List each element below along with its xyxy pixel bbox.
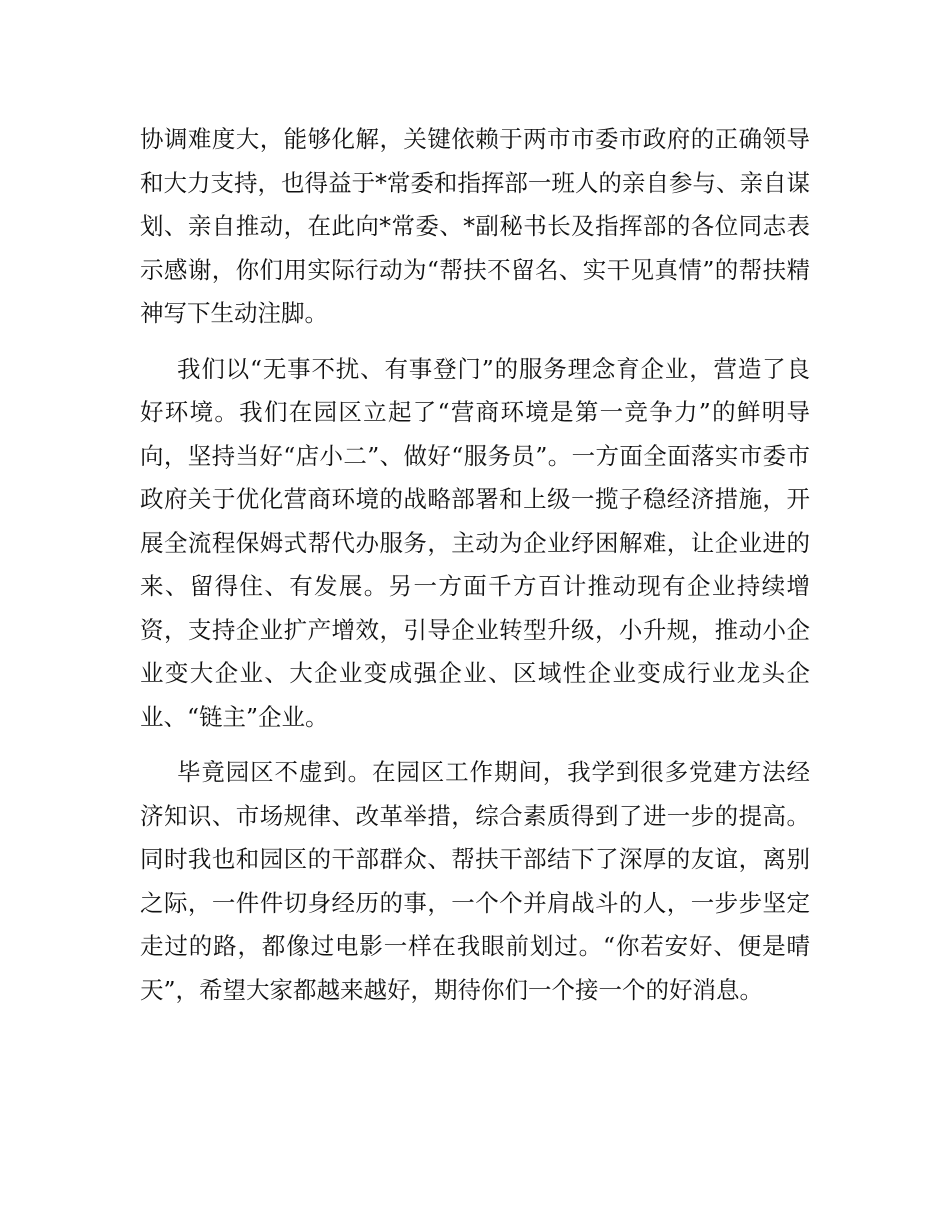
paragraph-3: 毕竟园区不虚到。在园区工作期间，我学到很多党建方法经济知识、市场规律、改革举措，综合素质得到了进一步的提高。同时我也和园区的干部群众、帮扶干部结下了深厚的友谊，离别之际，一件件切身经历的事，一个个并肩战斗的人，一步步坚定走过的路，都像过电影一样在我眼前划过。“你若安好、便是晴天”，希望大家都越来越好，期待你们一个接一个的好消息。: [140, 758, 810, 1004]
document-body: [140, 118, 810, 1024]
paragraph-2: 我们以“无事不扰、有事登门”的服务理念育企业，营造了良好环境。我们在园区立起了“营商环境是第一竞争力”的鲜明导向，坚持当好“店小二”、做好“服务员”。一方面全面落实市委市政府关于优化营商环境的战略部署和上级一揽子稳经济措施，开展全流程保姆式帮代办服务，主动为企业纾困解难，让企业进的来、留得住、有发展。另一方面千方百计推动现有企业持续增资，支持企业扩产增效，引导企业转型升级，小升规，推动小企业变大企业、大企业变成强企业、区域性企业变成行业龙头企业、“链主”企业。: [140, 354, 810, 731]
paragraph-1: 协调难度大，能够化解，关键依赖于两市市委市政府的正确领导和大力支持，也得益于*常委和指挥部一班人的亲自参与、亲自谋划、亲自推动，在此向*常委、*副秘书长及指挥部的各位同志表示感谢，你们用实际行动为“帮扶不留名、实干见真情”的帮扶精神写下生动注脚。: [140, 125, 810, 327]
